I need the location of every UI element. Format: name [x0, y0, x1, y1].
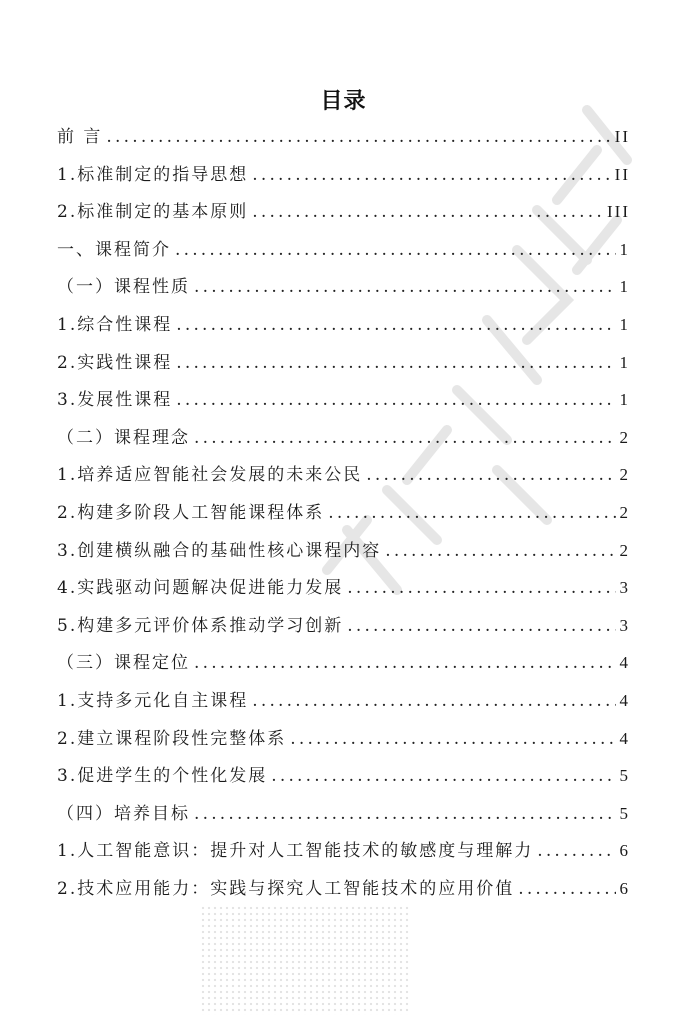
- toc-leader-dots: [385, 533, 615, 570]
- toc-entry-label: 2.建立课程阶段性完整体系: [57, 728, 287, 749]
- toc-entry[interactable]: [57, 344, 630, 382]
- toc-leader-dots: [290, 721, 615, 758]
- toc-entry[interactable]: [57, 306, 630, 344]
- toc-entry-label: （四）培养目标: [57, 803, 190, 824]
- toc-entry[interactable]: [57, 757, 630, 795]
- toc-entry-label: 3.发展性课程: [57, 390, 173, 411]
- toc-entry[interactable]: [57, 268, 630, 306]
- toc-entry-label: 2.标准制定的基本原则: [57, 202, 249, 223]
- toc-leader-dots: [347, 570, 615, 607]
- toc-entry-label: 5.构建多元评价体系推动学习创新: [57, 615, 344, 636]
- toc-entry-page: 4: [619, 653, 630, 673]
- toc-entry-page: 1: [619, 352, 630, 372]
- toc-entry-page: 1: [619, 239, 630, 259]
- toc-entry-page: III: [607, 202, 630, 222]
- toc-leader-dots: [175, 232, 616, 269]
- toc-entry[interactable]: [57, 193, 630, 231]
- toc-entry-page: 1: [619, 277, 630, 297]
- toc-leader-dots: [252, 683, 615, 720]
- toc-entry[interactable]: [57, 456, 630, 494]
- toc-entry-page: 2: [619, 502, 630, 522]
- toc-entry[interactable]: [57, 832, 630, 870]
- toc-entry-page: 6: [619, 878, 630, 898]
- table-of-contents: [57, 118, 630, 907]
- toc-leader-dots: [176, 307, 615, 344]
- toc-entry-label: 2.构建多阶段人工智能课程体系: [57, 502, 325, 523]
- toc-entry-page: II: [614, 164, 630, 184]
- toc-leader-dots: [194, 420, 616, 457]
- toc-leader-dots: [194, 796, 616, 833]
- toc-entry-label: 2.技术应用能力：实践与探究人工智能技术的应用价值: [57, 878, 515, 899]
- toc-entry[interactable]: [57, 607, 630, 645]
- toc-leader-dots: [271, 758, 615, 795]
- toc-leader-dots: [194, 269, 616, 306]
- toc-entry-page: 6: [619, 841, 630, 861]
- toc-leader-dots: [366, 457, 615, 494]
- toc-entry-page: 5: [619, 803, 630, 823]
- toc-title: 目录: [320, 89, 367, 114]
- toc-entry-label: 1.综合性课程: [57, 314, 173, 335]
- toc-entry-page: 2: [619, 465, 630, 485]
- toc-entry-label: 1.标准制定的指导思想: [57, 164, 249, 185]
- toc-entry-label: 2.实践性课程: [57, 352, 173, 373]
- toc-leader-dots: [176, 345, 615, 382]
- toc-entry[interactable]: [57, 231, 630, 269]
- decorative-dot-pattern: [200, 905, 410, 1015]
- toc-entry-page: 5: [619, 766, 630, 786]
- toc-leader-dots: [176, 382, 615, 419]
- toc-entry-label: 3.促进学生的个性化发展: [57, 766, 268, 787]
- toc-leader-dots: [347, 608, 615, 645]
- toc-entry-label: 4.实践驱动问题解决促进能力发展: [57, 578, 344, 599]
- toc-leader-dots: [537, 833, 615, 870]
- toc-entry-label: 1.培养适应智能社会发展的未来公民: [57, 465, 363, 486]
- toc-entry-label: （一）课程性质: [57, 277, 190, 298]
- toc-entry-page: 1: [619, 390, 630, 410]
- toc-leader-dots: [252, 194, 603, 231]
- toc-entry-label: 1.支持多元化自主课程: [57, 690, 249, 711]
- toc-entry-label: 1.人工智能意识：提升对人工智能技术的敏感度与理解力: [57, 841, 534, 862]
- toc-leader-dots: [106, 119, 610, 156]
- toc-entry-label: 3.创建横纵融合的基础性核心课程内容: [57, 540, 382, 561]
- toc-entry-label: （二）课程理念: [57, 427, 190, 448]
- toc-entry[interactable]: [57, 682, 630, 720]
- toc-entry-label: （三）课程定位: [57, 653, 190, 674]
- toc-leader-dots: [328, 495, 615, 532]
- toc-entry[interactable]: [57, 381, 630, 419]
- toc-entry[interactable]: [57, 532, 630, 570]
- toc-entry[interactable]: [57, 419, 630, 457]
- toc-entry-page: 3: [619, 615, 630, 635]
- toc-leader-dots: [518, 871, 615, 908]
- toc-entry-page: 4: [619, 690, 630, 710]
- toc-entry[interactable]: [57, 494, 630, 532]
- toc-entry[interactable]: [57, 870, 630, 908]
- toc-entry-label: 一、课程简介: [57, 239, 171, 260]
- toc-entry-page: 1: [619, 314, 630, 334]
- toc-entry[interactable]: [57, 569, 630, 607]
- toc-entry[interactable]: [57, 795, 630, 833]
- toc-entry-page: 2: [619, 540, 630, 560]
- toc-entry-label: 前 言: [57, 127, 103, 147]
- toc-entry-page: 3: [619, 578, 630, 598]
- toc-entry[interactable]: [57, 644, 630, 682]
- toc-entry[interactable]: [57, 156, 630, 194]
- toc-leader-dots: [252, 157, 610, 194]
- toc-entry[interactable]: [57, 720, 630, 758]
- toc-entry-page: 4: [619, 728, 630, 748]
- toc-entry-page: II: [614, 127, 630, 146]
- toc-entry-page: 2: [619, 427, 630, 447]
- toc-entry[interactable]: [57, 118, 630, 156]
- toc-leader-dots: [194, 645, 616, 682]
